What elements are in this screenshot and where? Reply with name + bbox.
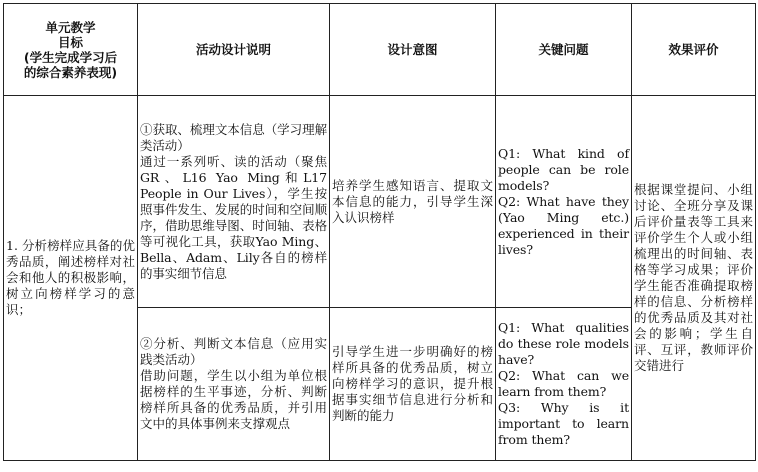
activity-2-description: ②分析、判断文本信息（应用实践类活动） 借助问题，学生以小组为单位根据榜样的生平事迹，分析、判断榜样所具备的优秀品质，并引用文中的具体事例来支撑观点 (138, 308, 330, 461)
activity-2-questions: Q1: What qualities do these role models have? Q2: What can we learn from them? Q3: Why is it important to learn from them? (496, 308, 632, 461)
activity-2-intent: 引导学生进一步明确好的榜样所具备的优秀品质，树立向榜样学习的意识，提升根据事实细节信息进行分析和判断的能力 (330, 308, 496, 461)
page-container (3, 3, 756, 461)
activity-1-description: ①获取、梳理文本信息（学习理解类活动） 通过一系列听、读的活动（聚焦GR、L16 Yao Ming和L17 People in Our Lives），学生按照事件发生、发展的时间和空间顺序，借助思维导图、时间轴、表格等可视化工具，获取Yao Ming、Bella、Adam、Lily各自的榜样的事实细节信息 (138, 96, 330, 308)
activity-1-questions: Q1: What kind of people can be role models? Q2: What have they (Yao Ming etc.) experienced in their lives? (496, 96, 632, 308)
activity-1-intent: 培养学生感知语言、提取文本信息的能力，引导学生深入认识榜样 (330, 96, 496, 308)
lesson-design-table (3, 3, 756, 461)
header-goal: 单元教学 目标 (学生完成学习后 的综合素养表现) (4, 4, 138, 96)
header-intent: 设计意图 (330, 4, 496, 96)
evaluation-cell: 根据课堂提问、小组讨论、全班分享及课后评价量表等工具来评价学生个人或小组梳理出的时间轴、表格等学习成果；评价学生能否准确提取榜样的信息、分析榜样的优秀品质及其对社会的影响；学生自评、互评，教师评价交错进行 (632, 96, 756, 461)
header-activity: 活动设计说明 (138, 4, 330, 96)
header-row (4, 4, 756, 96)
table-row (4, 96, 756, 308)
header-questions: 关键问题 (496, 4, 632, 96)
header-evaluation: 效果评价 (632, 4, 756, 96)
goal-cell: 1. 分析榜样应具备的优秀品质，阐述榜样对社会和他人的积极影响，树立向榜样学习的意识； (4, 96, 138, 461)
